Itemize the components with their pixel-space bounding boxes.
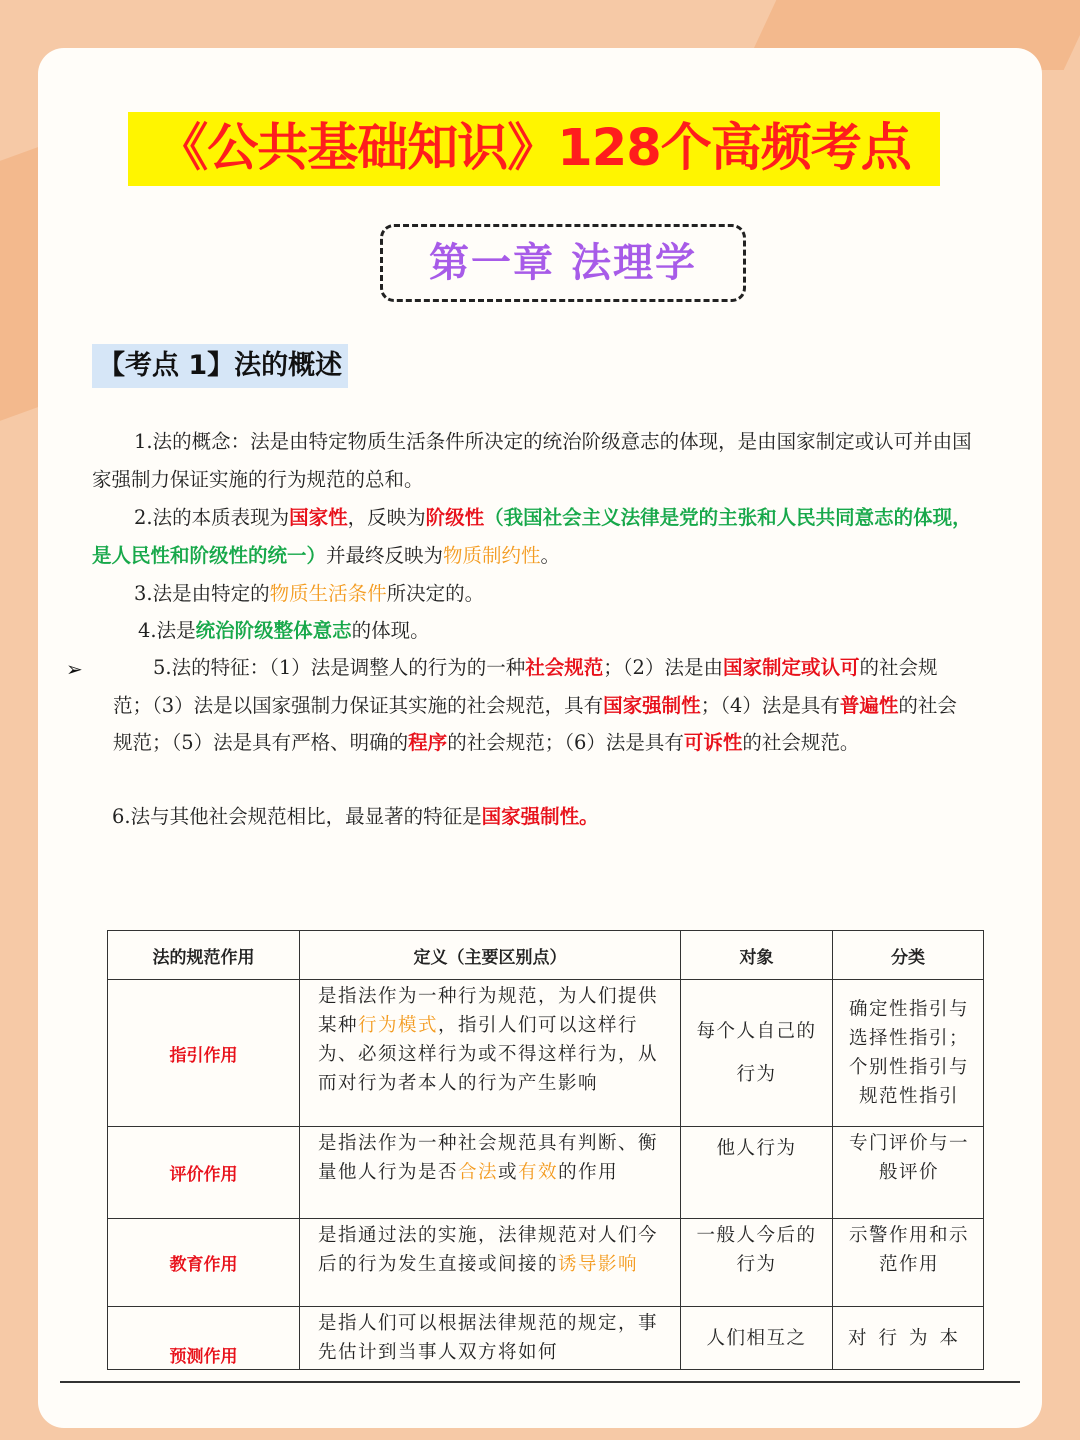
para-text: 的社会规范；（3）法是以国家强制力保证其实施的社会规范，具有 bbox=[113, 656, 938, 717]
row-object: 他人行为 bbox=[681, 1127, 833, 1219]
table-row bbox=[108, 1219, 984, 1307]
highlight-text: 普遍性 bbox=[839, 693, 899, 717]
row-object: 一般人今后的行为 bbox=[681, 1219, 833, 1307]
paragraph-3 bbox=[92, 575, 972, 613]
def-text: 的作用 bbox=[558, 1162, 619, 1183]
para-text: 的体现。 bbox=[351, 619, 430, 642]
paragraph-1 bbox=[92, 423, 972, 498]
def-highlight: 行为模式 bbox=[358, 1015, 439, 1036]
highlight-text: 可诉性 bbox=[683, 731, 743, 754]
table-header: 对象 bbox=[681, 931, 833, 980]
table-header: 法的规范作用 bbox=[108, 931, 300, 980]
para-text: 2.法的本质表现为 bbox=[134, 506, 290, 529]
para-text: 6.法与其他社会规范相比，最显著的特征是 bbox=[112, 805, 482, 828]
row-definition bbox=[300, 1219, 681, 1307]
row-object: 人们相互之 bbox=[681, 1307, 833, 1370]
row-name: 预测作用 bbox=[108, 1307, 300, 1370]
point-heading: 【考点 1】法的概述 bbox=[92, 344, 348, 388]
table-row bbox=[108, 980, 984, 1127]
para-text: ；（2）法是由 bbox=[603, 656, 723, 679]
highlight-text: 物质生活条件 bbox=[269, 582, 387, 605]
paragraph-5 bbox=[113, 649, 975, 762]
table-row bbox=[108, 1307, 984, 1370]
row-name: 教育作用 bbox=[108, 1219, 300, 1307]
row-category: 确定性指引与选择性指引；个别性指引与规范性指引 bbox=[833, 980, 984, 1127]
highlight-text: 国家强制性 bbox=[481, 805, 580, 828]
highlight-text: 物质制约性 bbox=[443, 543, 541, 567]
highlight-text: 社会规范 bbox=[525, 656, 604, 679]
para-text: 的社会规范；（6）法是具有 bbox=[447, 731, 684, 754]
highlight-text: 程序 bbox=[408, 731, 448, 754]
def-highlight: 有效 bbox=[518, 1162, 559, 1183]
table-header: 定义（主要区别点） bbox=[300, 931, 681, 980]
arrow-bullet-icon: ➢ bbox=[66, 657, 83, 681]
def-text: 或 bbox=[498, 1162, 519, 1183]
def-highlight: 诱导影响 bbox=[558, 1254, 639, 1275]
para-text: 的社会规范；（5）法是具有严格、明确的 bbox=[113, 693, 957, 754]
para-text: 5.法的特征：（1）法是调整人的行为的一种 bbox=[153, 656, 526, 679]
def-text: 是指法作为一种行为规范，为人们提供某种 bbox=[318, 986, 659, 1036]
chapter-box: 第一章 法理学 bbox=[380, 224, 746, 302]
para-text: 并最终反映为 bbox=[326, 543, 444, 567]
row-category: 专门评价与一般评价 bbox=[833, 1127, 984, 1219]
paragraph-6 bbox=[112, 798, 992, 836]
highlight-text: （我国社会主义法律是党的主张和人民共同意志的体现，是人民性和阶级性的统一） bbox=[92, 506, 972, 567]
highlight-text: 国家制定或认可 bbox=[722, 656, 860, 679]
table-header: 分类 bbox=[833, 931, 984, 980]
highlight-text: 统治阶级整体意志 bbox=[195, 619, 352, 642]
table-row bbox=[108, 1127, 984, 1219]
def-text: 是指法作为一种社会规范具有判断、衡量他人行为是否 bbox=[318, 1133, 659, 1183]
divider bbox=[60, 1381, 1020, 1383]
para-text: 。 bbox=[579, 805, 599, 828]
row-definition bbox=[300, 1307, 681, 1370]
def-text: 是指通过法的实施，法律规范对人们今后的行为发生直接或间接的 bbox=[318, 1225, 659, 1275]
row-category: 对行为本 bbox=[833, 1307, 984, 1370]
row-category: 示警作用和示范作用 bbox=[833, 1219, 984, 1307]
row-object: 每个人自己的行为 bbox=[681, 980, 833, 1127]
document-card bbox=[38, 48, 1042, 1428]
highlight-text: 国家强制性 bbox=[603, 693, 701, 717]
para-text: 3.法是由特定的 bbox=[134, 582, 270, 605]
def-text: 是指人们可以根据法律规范的规定，事先估计到当事人双方将如何 bbox=[318, 1313, 659, 1363]
para-text: 4.法是 bbox=[138, 619, 196, 642]
row-definition bbox=[300, 1127, 681, 1219]
law-function-table bbox=[107, 930, 984, 1370]
highlight-text: 国家性 bbox=[289, 506, 348, 529]
para-text: 的社会规范。 bbox=[742, 731, 860, 754]
def-highlight: 合法 bbox=[458, 1162, 499, 1183]
row-name: 评价作用 bbox=[108, 1127, 300, 1219]
def-text: ，指引人们可以这样行为、必须这样行为或不得这样行为，从而对行为者本人的行为产生影响 bbox=[318, 1015, 659, 1094]
paragraph-4 bbox=[92, 612, 972, 650]
row-definition bbox=[300, 980, 681, 1127]
paragraph-2 bbox=[92, 499, 972, 574]
row-name: 指引作用 bbox=[108, 980, 300, 1127]
para-text: ，反映为 bbox=[347, 506, 426, 529]
table-header-row bbox=[108, 931, 984, 980]
highlight-text: 阶级性 bbox=[425, 506, 485, 529]
para-text: 。 bbox=[540, 543, 561, 567]
page-title: 《公共基础知识》128个高频考点 bbox=[128, 112, 940, 186]
para-text: ；（4）法是具有 bbox=[700, 693, 840, 717]
para-text: 所决定的。 bbox=[386, 582, 485, 605]
para-text: 1.法的概念：法是由特定物质生活条件所决定的统治阶级意志的体现，是由国家制定或认可并由国家强制力保证实施的行为规范的总和。 bbox=[92, 430, 972, 491]
